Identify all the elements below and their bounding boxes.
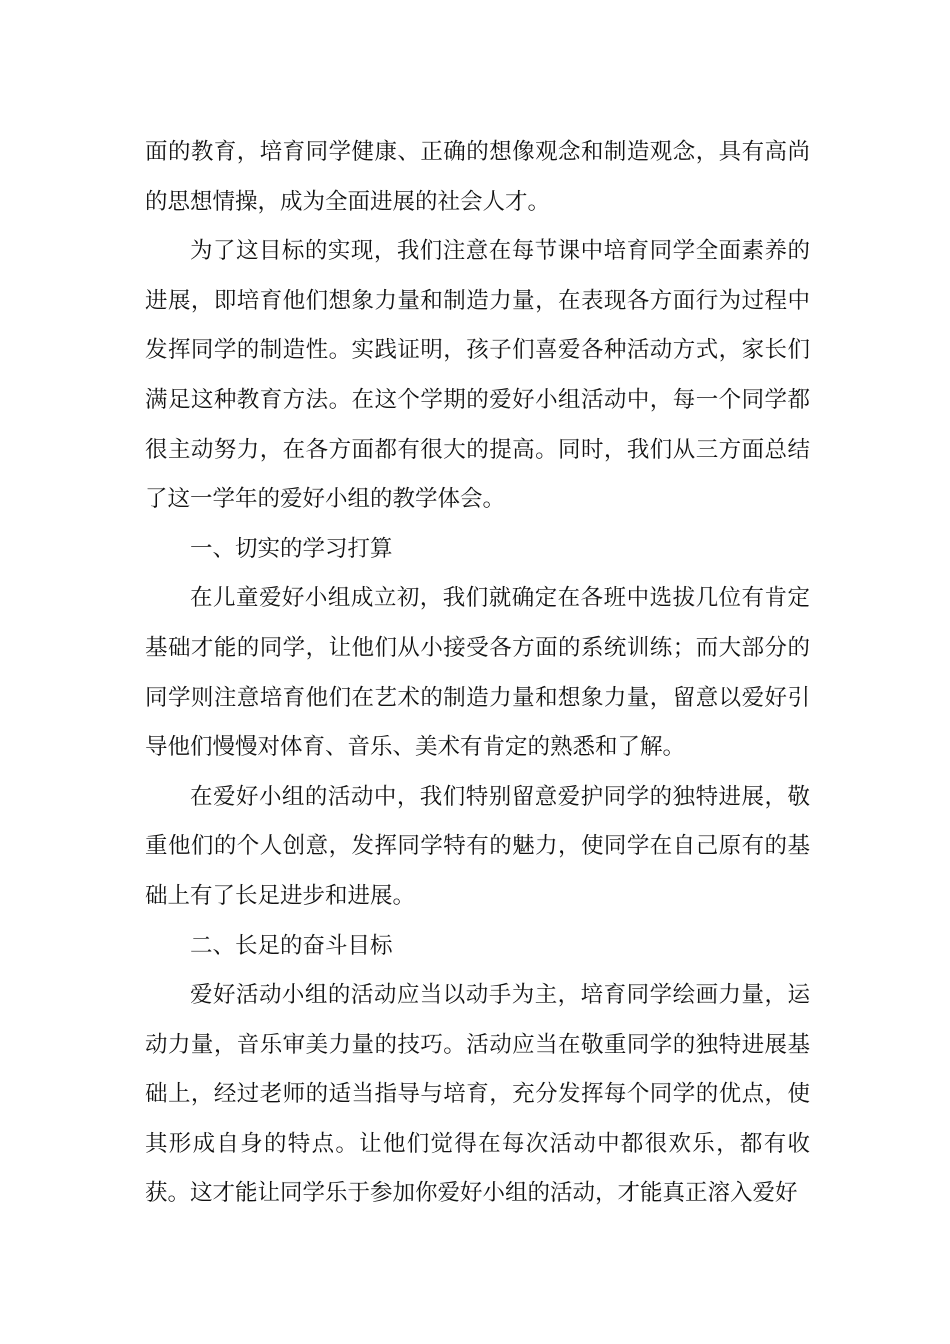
- section-heading-1: 一、切实的学习打算: [190, 535, 393, 562]
- paragraph-activities: 爱好活动小组的活动应当以动手为主，培育同学绘画力量，运动力量，音乐审美力量的技巧。活动应当在敬重同学的独特进展基础上，经过老师的适当指导与培育，充分发挥每个同学的优点，使其形成自身的特点。让他们觉得在每次活动中都很欢乐，都有收获。这才能让同学乐于参加你爱好小组的活动，才能真正溶入爱好: [145, 982, 810, 1207]
- paragraph-continuation: 面的教育，培育同学健康、正确的想像观念和制造观念，具有高尚的思想情操，成为全面进展的社会人才。: [145, 139, 810, 215]
- paragraph-goal: 为了这目标的实现，我们注意在每节课中培育同学全面素养的进展，即培育他们想象力量和制造力量，在表现各方面行为过程中发挥同学的制造性。实践证明，孩子们喜爱各种活动方式，家长们满足这种教育方法。在这个学期的爱好小组活动中，每一个同学都很主动努力，在各方面都有很大的提高。同时，我们从三方面总结了这一学年的爱好小组的教学体会。: [145, 238, 810, 513]
- paragraph-selection: 在儿童爱好小组成立初，我们就确定在各班中选拔几位有肯定基础才能的同学，让他们从小接受各方面的系统训练；而大部分的同学则注意培育他们在艺术的制造力量和想象力量，留意以爱好引导他们慢慢对体育、音乐、美术有肯定的熟悉和了解。: [145, 585, 810, 761]
- document-body: [145, 128, 810, 1219]
- paragraph-respect: 在爱好小组的活动中，我们特别留意爱护同学的独特进展，敬重他们的个人创意，发挥同学特有的魅力，使同学在自己原有的基础上有了长足进步和进展。: [145, 783, 810, 909]
- section-heading-2: 二、长足的奋斗目标: [190, 932, 393, 959]
